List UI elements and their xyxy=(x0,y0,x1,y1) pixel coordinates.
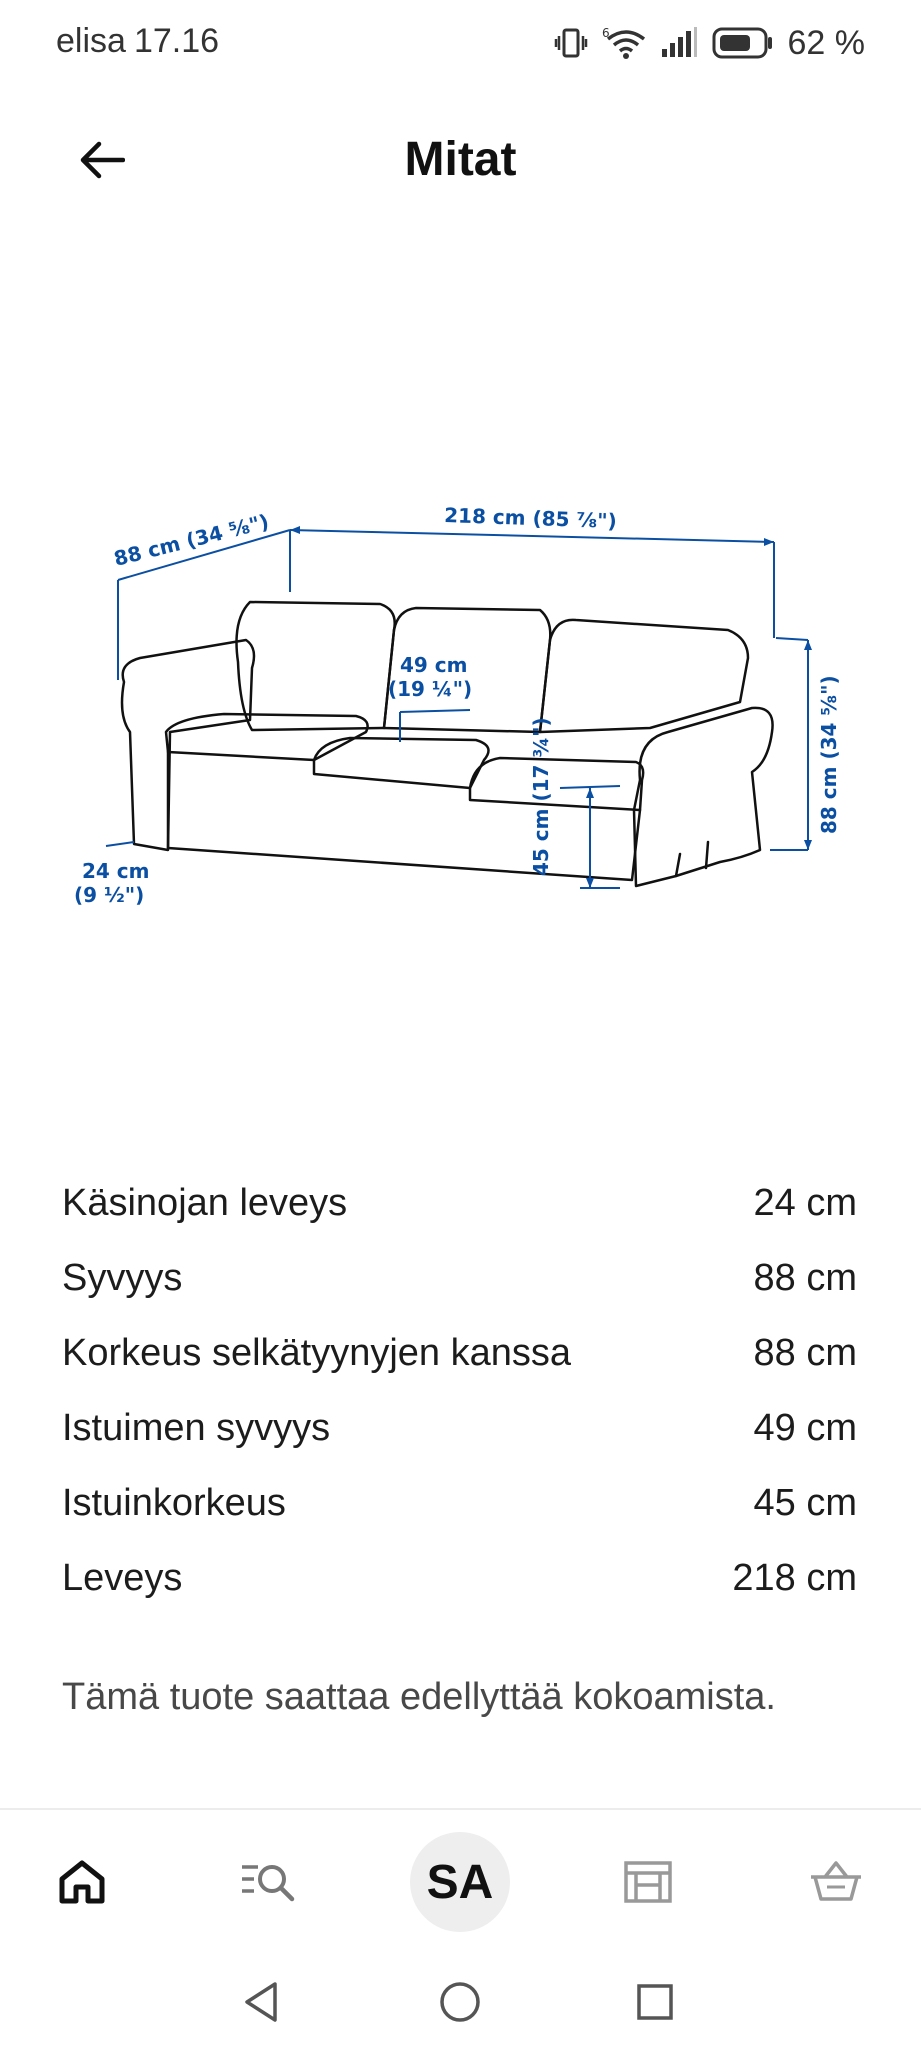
dimension-value: 24 cm xyxy=(753,1182,857,1224)
home-circle-icon xyxy=(438,1980,482,2024)
diagram-seat-depth-label: 49 cm xyxy=(400,653,468,677)
diagram-seat-depth-label-inch: (19 ¼") xyxy=(388,677,473,701)
system-home-button[interactable] xyxy=(415,1962,505,2042)
dimension-label: Syvyys xyxy=(62,1257,183,1299)
store-icon xyxy=(622,1859,674,1905)
battery-icon xyxy=(712,26,774,60)
nav-basket[interactable] xyxy=(776,1812,896,1952)
app-header xyxy=(0,110,921,210)
basket-icon xyxy=(809,1859,863,1905)
system-back-button[interactable] xyxy=(216,1962,306,2042)
sofa-line-drawing xyxy=(0,470,921,930)
signal-icon xyxy=(660,27,698,59)
recents-square-icon xyxy=(635,1982,675,2022)
diagram-seat-height-label: 45 cm (17 ¾") xyxy=(529,717,553,876)
nav-stores[interactable] xyxy=(588,1812,708,1952)
search-list-icon xyxy=(240,1859,300,1905)
wifi-6-icon xyxy=(602,25,646,61)
nav-profile[interactable] xyxy=(400,1812,520,1952)
sofa-dimension-diagram xyxy=(0,470,921,930)
status-right xyxy=(554,20,866,66)
svg-text:6: 6 xyxy=(601,26,610,40)
carrier-name: elisa xyxy=(56,22,126,60)
dimension-row-seat-height xyxy=(62,1466,857,1541)
battery-percent: 62 % xyxy=(787,23,865,62)
nav-home[interactable] xyxy=(22,1812,142,1952)
diagram-height-label: 88 cm (34 ⅝") xyxy=(817,675,841,834)
dimension-label: Istuimen syvyys xyxy=(62,1407,331,1449)
dimension-label: Istuinkorkeus xyxy=(62,1482,286,1524)
dimension-value: 49 cm xyxy=(753,1407,857,1449)
diagram-depth-label: 88 cm (34 ⅝") xyxy=(111,509,272,571)
nav-search[interactable] xyxy=(210,1812,330,1952)
status-bar xyxy=(0,0,921,90)
diagram-arm-width-label-inch: (9 ½") xyxy=(74,883,145,907)
back-triangle-icon xyxy=(241,1980,281,2024)
dimension-row-height xyxy=(62,1316,857,1391)
dimension-value: 218 cm xyxy=(732,1557,857,1599)
dimension-row-width xyxy=(62,1541,857,1616)
system-navigation xyxy=(0,1952,921,2048)
dimension-row-seat-depth xyxy=(62,1391,857,1466)
assembly-note: Tämä tuote saattaa edellyttää kokoamista. xyxy=(62,1676,776,1718)
dimension-value: 88 cm xyxy=(753,1257,857,1299)
dimension-label: Käsinojan leveys xyxy=(62,1182,348,1224)
bottom-nav xyxy=(0,1812,921,1952)
vibrate-icon xyxy=(554,26,588,60)
dimension-value: 88 cm xyxy=(753,1332,857,1374)
clock: 17.16 xyxy=(133,22,220,60)
profile-avatar: SA xyxy=(410,1832,510,1932)
page-title: Mitat xyxy=(404,133,517,186)
dimension-value: 45 cm xyxy=(753,1482,857,1524)
dimension-row-depth xyxy=(62,1241,857,1316)
dimension-row-arm-width xyxy=(62,1166,857,1241)
diagram-arm-width-label: 24 cm xyxy=(82,859,150,883)
dimension-label: Korkeus selkätyynyjen kanssa xyxy=(62,1332,572,1374)
diagram-width-label: 218 cm (85 ⅞") xyxy=(443,503,618,534)
nav-divider xyxy=(0,1808,921,1810)
status-left xyxy=(56,22,219,61)
system-recents-button[interactable] xyxy=(610,1962,700,2042)
dimension-label: Leveys xyxy=(62,1557,183,1599)
dimensions-table xyxy=(62,1166,857,1616)
home-icon xyxy=(58,1859,106,1905)
